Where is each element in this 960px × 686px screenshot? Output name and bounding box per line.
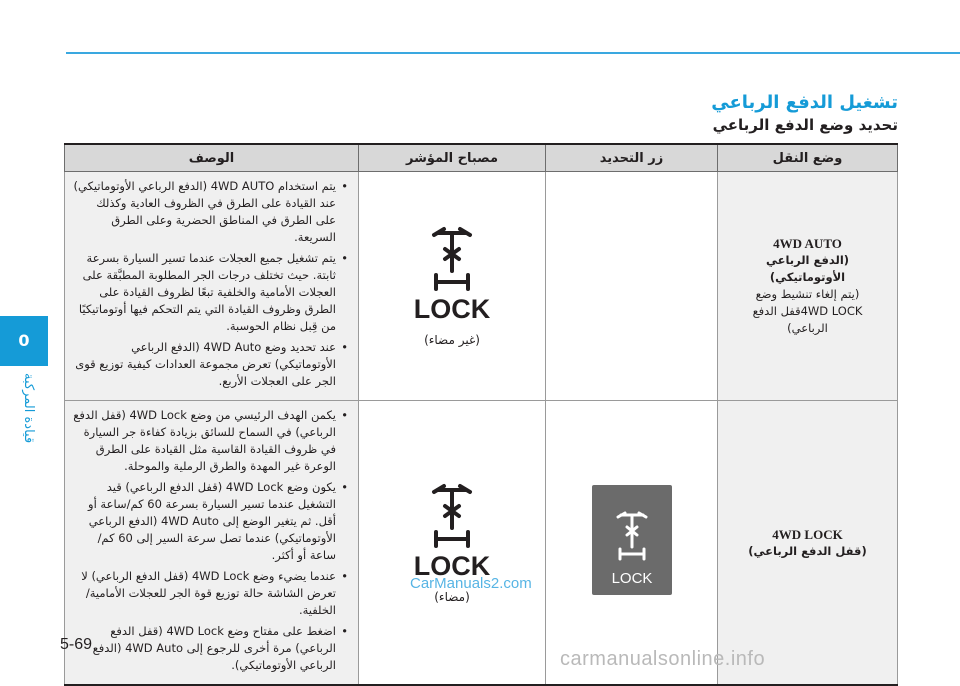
- indicator-note-auto: (غير مضاء): [424, 333, 480, 347]
- 4wd-lock-icon: [412, 480, 492, 580]
- description-bullet: • عند تحديد وضع 4WD Auto (الدفع الرباعي الأوتوماتيكي) تعرض مجموعة العدادات كيفية توزيع قوى الجر على العجلات الأربع.: [73, 339, 336, 390]
- mode-line: (قفل الدفع الرباعي): [748, 543, 867, 558]
- mode-name-lock: 4WD LOCK: [772, 526, 843, 542]
- page-number: 5-69: [60, 636, 93, 653]
- watermark-text: CarManuals2.com: [410, 575, 532, 592]
- description-cell-lock: [65, 401, 359, 686]
- description-bullet: • يتم تشغيل جميع العجلات عندما تسير السيارة بسرعة ثابتة. حيث تختلف درجات الجر المطلوبة المطبَّقة على العجلات الأمامية والخلفية تبعًا لظروف القيادة على الطرق وظروف القيادة التي يتم التحكم فيها أوتوماتيكيًا من قِبل نظام الحوسبة.: [73, 250, 336, 335]
- chapter-tab-label: قيادة المركبة: [21, 372, 36, 444]
- mode-line: الأوتوماتيكي): [769, 270, 846, 284]
- mode-cell-lock: [718, 401, 898, 686]
- chapter-tab: [0, 316, 48, 364]
- lock-text: LOCK: [413, 550, 491, 580]
- header-indicator: مصباح المؤشر: [359, 144, 546, 172]
- header-mode: وضع النقل: [718, 144, 898, 172]
- mode-line: (يتم إلغاء تنشيط وضع: [755, 287, 860, 301]
- mode-name-auto: 4WD AUTO: [773, 236, 842, 251]
- chapter-tab-number: 0: [18, 330, 30, 350]
- table-row-4wd-lock: [65, 401, 898, 686]
- indicator-cell-auto: [359, 172, 546, 401]
- lock-text: LOCK: [413, 294, 491, 323]
- description-bullet: • يتم استخدام 4WD AUTO (الدفع الرباعي الأوتوماتيكي) عند القيادة على الطرق في الظروف العادية وكذلك على الطرق في المناطق الحضرية وعلى الطرق السريعة.: [73, 178, 336, 246]
- description-cell-auto: [65, 172, 359, 401]
- description-bullet: • عندما يضيء وضع 4WD Lock (قفل الدفع الرباعي) لا تعرض الشاشة حالة توزيع قوة الجر للعجلات الأمامية/الخلفية.: [73, 568, 336, 619]
- table-row-4wd-auto: [65, 172, 898, 401]
- top-rule: [66, 52, 960, 54]
- 4wd-lock-icon: [412, 223, 492, 323]
- lock-text: LOCK: [611, 570, 652, 587]
- indicator-cell-lock: [359, 401, 546, 686]
- footer-watermark: carmanualsonline.info: [560, 648, 766, 670]
- chapter-tab-rule: [0, 364, 48, 366]
- header-description: الوصف: [65, 144, 359, 172]
- header-selector: زر التحديد: [546, 144, 718, 172]
- table-header-row: [65, 144, 898, 172]
- section-title: تشغيل الدفع الرباعي: [711, 92, 898, 113]
- section-subtitle: تحديد وضع الدفع الرباعي: [712, 116, 898, 134]
- mode-cell-auto: [718, 172, 898, 401]
- mode-line: الرباعي): [787, 321, 828, 335]
- description-bullet: • يكمن الهدف الرئيسي من وضع 4WD Lock (قفل الدفع الرباعي) في السماح للسائق بزيادة كفاءة جر السيارة في ظروف القيادة القاسية مثل القيادة على الطرق الوعرة غير المهدة والطرق الرملية والموحلة.: [73, 407, 336, 475]
- description-bullet: • اضغط على مفتاح وضع 4WD Lock (قفل الدفع الرباعي) مرة أخرى للرجوع إلى 4WD Auto (الدفع الرباعي الأوتوماتيكي).: [73, 623, 336, 674]
- selector-cell-lock: [546, 401, 718, 686]
- 4wd-lock-button-icon: [592, 485, 672, 595]
- drive-mode-table: [64, 143, 898, 686]
- mode-line: 4WD LOCKقفل الدفع: [752, 304, 863, 318]
- indicator-note-lock: (مضاء): [434, 589, 470, 604]
- mode-line: (الدفع الرباعي: [765, 253, 850, 267]
- description-bullet: • يكون وضع 4WD Lock (قفل الدفع الرباعي) قيد التشغيل عندما تسير السيارة بسرعة 60 كم/ساعة أو أقل. ثم يتغير الوضع إلى 4WD Auto (الدفع الرباعي الأوتوماتيكي) عندما تصل سرعة السير إلى 60 كم/ساعة أو أكثر.: [73, 479, 336, 564]
- selector-cell-auto: [546, 172, 718, 401]
